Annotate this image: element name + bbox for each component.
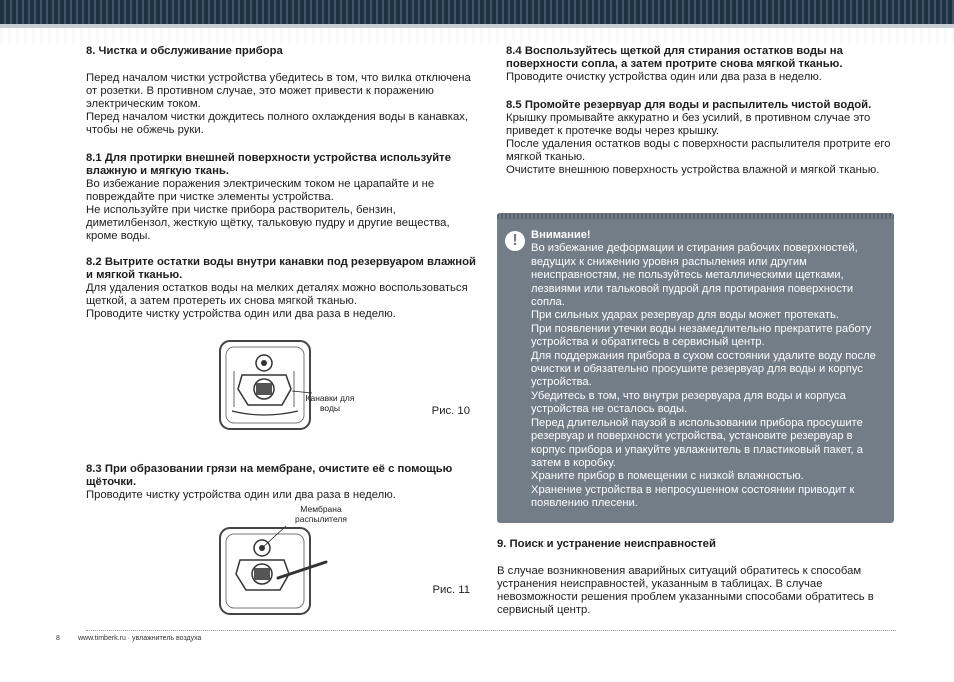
warning-item: При появлении утечки воды незамедлительно прекратите работу устройства и обратитесь в сервисный центр. [531,322,872,349]
section-8-5-paragraph-2: После удаления остатков воды с поверхности распылителя протрите его мягкой тканью. [506,138,891,163]
section-8-4-title: 8.4 Воспользуйтесь щеткой для стирания остатков воды на поверхности сопла, а затем протрите снова мягкой тканью. [506,45,843,70]
section-8-title: 8. Чистка и обслуживание прибора [86,45,283,57]
humidifier-membrane-illustration [86,508,478,620]
warning-item: Для поддержания прибора в сухом состоянии удалите воду после очистки и обязательно просушите резервуар для воды и корпус устройства. [531,349,876,389]
warning-box [497,213,894,523]
figure-10-caption: Рис. 10 [431,405,470,417]
right-column [506,45,896,177]
figure-10-label: Канавки для воды [305,393,355,413]
section-8-3-paragraph-1: Проводите чистку устройства один или два раза в неделю. [86,489,396,501]
page-number: 8 [56,635,60,642]
warning-item: Хранение устройства в непросушенном состоянии приводит к появлению плесени. [531,483,855,510]
warning-item: Во избежание деформации и стирания рабочих поверхностей, ведущих к снижению уровня распыления или другим неисправностям, не пользуйтесь металлическими щетками, лезвиями или тальковой пудрой для протирания поверхности сопла. [531,242,858,309]
watermark-band [0,28,954,44]
warning-item: При сильных ударах резервуар для воды может протекать. [531,309,839,322]
footer-divider [86,630,896,631]
section-9 [497,538,894,617]
warning-item: Храните прибор в помещении с низкой влажностью. [531,470,804,483]
section-8-paragraph-1: Перед началом чистки устройства убедитесь в том, что вилка отключена от розетки. В противном случае, это может привести к поражению электрическим током. [86,72,471,110]
figure-10 [86,327,478,451]
section-8-1-paragraph-2: Не используйте при чистке прибора растворитель, бензин, диметилбензол, жесткую щётку, тальковую пудру и другие вещества, кроме воды. [86,204,450,242]
footer-site-link[interactable]: www.timberk.ru · увлажнитель воздуха [78,635,202,642]
figure-11 [86,504,478,620]
humidifier-grooves-illustration [86,327,478,451]
warning-item: Перед длительной паузой в использовании прибора просушите резервуар и поверхности устройства, установите резервуар в корпус прибора и упакуйте увлажнитель в пластиковый пакет, а затем в коробку. [531,416,863,469]
section-9-title: 9. Поиск и устранение неисправностей [497,538,716,550]
header-stripe-bar [0,0,954,24]
warning-item: Убедитесь в том, что внутри резервуара для воды и корпуса устройства не осталось воды. [531,389,846,416]
section-9-paragraph-1: В случае возникновения аварийных ситуаций обратитесь к способам устранения неисправностей, указанным в таблицах. В случае невозможности решения проблем указанными способами обратитесь в сервисный центр. [497,565,874,616]
section-8-5-paragraph-3: Очистите внешнюю поверхность устройства влажной и мягкой тканью. [506,164,880,176]
warning-body [531,229,876,511]
section-8-2-paragraph-2: Проводите чистку устройства один или два раза в неделю. [86,308,396,320]
figure-11-label: Мембрана распылителя [295,504,347,524]
figure-11-caption: Рис. 11 [432,584,470,596]
section-8-1-title: 8.1 Для протирки внешней поверхности устройства используйте влажную и мягкую ткань. [86,152,451,177]
warning-title: Внимание! [531,229,591,241]
left-column [86,45,478,620]
section-8-paragraph-2: Перед началом чистки дождитесь полного охлаждения воды в канавках, чтобы не обжечь руки. [86,111,469,136]
section-8-5-paragraph-1: Крышку промывайте аккуратно и без усилий, в противном случае это приведет к протечке воды через крышку. [506,112,871,137]
section-8-2-title: 8.2 Вытрите остатки воды внутри канавки под резервуаром влажной и мягкой тканью. [86,256,476,281]
section-8-5-title: 8.5 Промойте резервуар для воды и распылитель чистой водой. [506,99,872,111]
section-8-3-title: 8.3 При образовании грязи на мембране, очистите её с помощью щёточки. [86,463,453,488]
section-8-4-paragraph-1: Проводите очистку устройства один или два раза в неделю. [506,71,822,83]
warning-box-stripes [497,213,894,219]
section-8-1-paragraph-1: Во избежание поражения электрическим током не царапайте и не повреждайте при чистке элементы устройства. [86,178,435,203]
exclamation-icon: ! [505,231,525,251]
section-8-2-paragraph-1: Для удаления остатков воды на мелких деталях можно воспользоваться щеткой, а затем протереть их снова мягкой тканью. [86,282,468,307]
